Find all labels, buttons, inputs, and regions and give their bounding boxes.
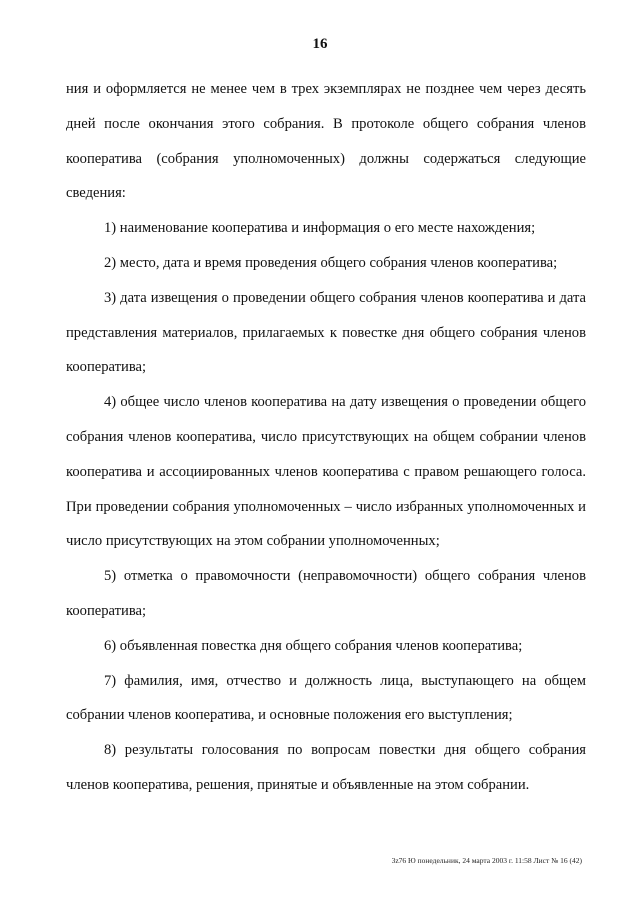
list-item-1: 1) наименование кооператива и информация о его месте нахождения; [104, 220, 536, 237]
list-item-3: 3) дата извещения о проведении общего собрания членов кооператива и дата представления материалов, прилагаемых к повестке дня общего собрания членов кооператива; [66, 289, 586, 376]
page-number: 16 [312, 36, 328, 52]
list-item-7: 7) фамилия, имя, отчество и должность лица, выступающего на общем собрании членов кооператива, и основные положения его выступления; [66, 672, 586, 724]
print-footer: 3z76 Ю понедельник, 24 марта 2003 г. 11:58 Лист № 16 (42) [391, 856, 582, 865]
list-item-4: 4) общее число членов кооператива на дату извещения о проведении общего собрания членов кооператива, число присутствующих на общем собрании членов кооператива и ассоциированных членов кооператива с правом решающего голоса. При проведении собрания уполномоченных – число избранных уполномоченных и число присутствующих на этом собрании уполномоченных; [66, 394, 586, 550]
list-item-6: 6) объявленная повестка дня общего собрания членов кооператива; [104, 637, 523, 654]
paragraph-continuation: ния и оформляется не менее чем в трех экземплярах не позднее чем через десять дней после окончания этого собрания. В протоколе общего собрания членов кооператива (собрания уполномоченных) должны содержаться следующие сведения: [66, 81, 586, 202]
list-item-5: 5) отметка о правомочности (неправомочности) общего собрания членов кооператива; [66, 568, 586, 619]
list-item-8: 8) результаты голосования по вопросам повестки дня общего собрания членов кооператива, решения, принятые и объявленные на этом собрании. [66, 742, 586, 793]
list-item-2: 2) место, дата и время проведения общего собрания членов кооператива; [104, 254, 558, 271]
document-body [66, 72, 586, 803]
